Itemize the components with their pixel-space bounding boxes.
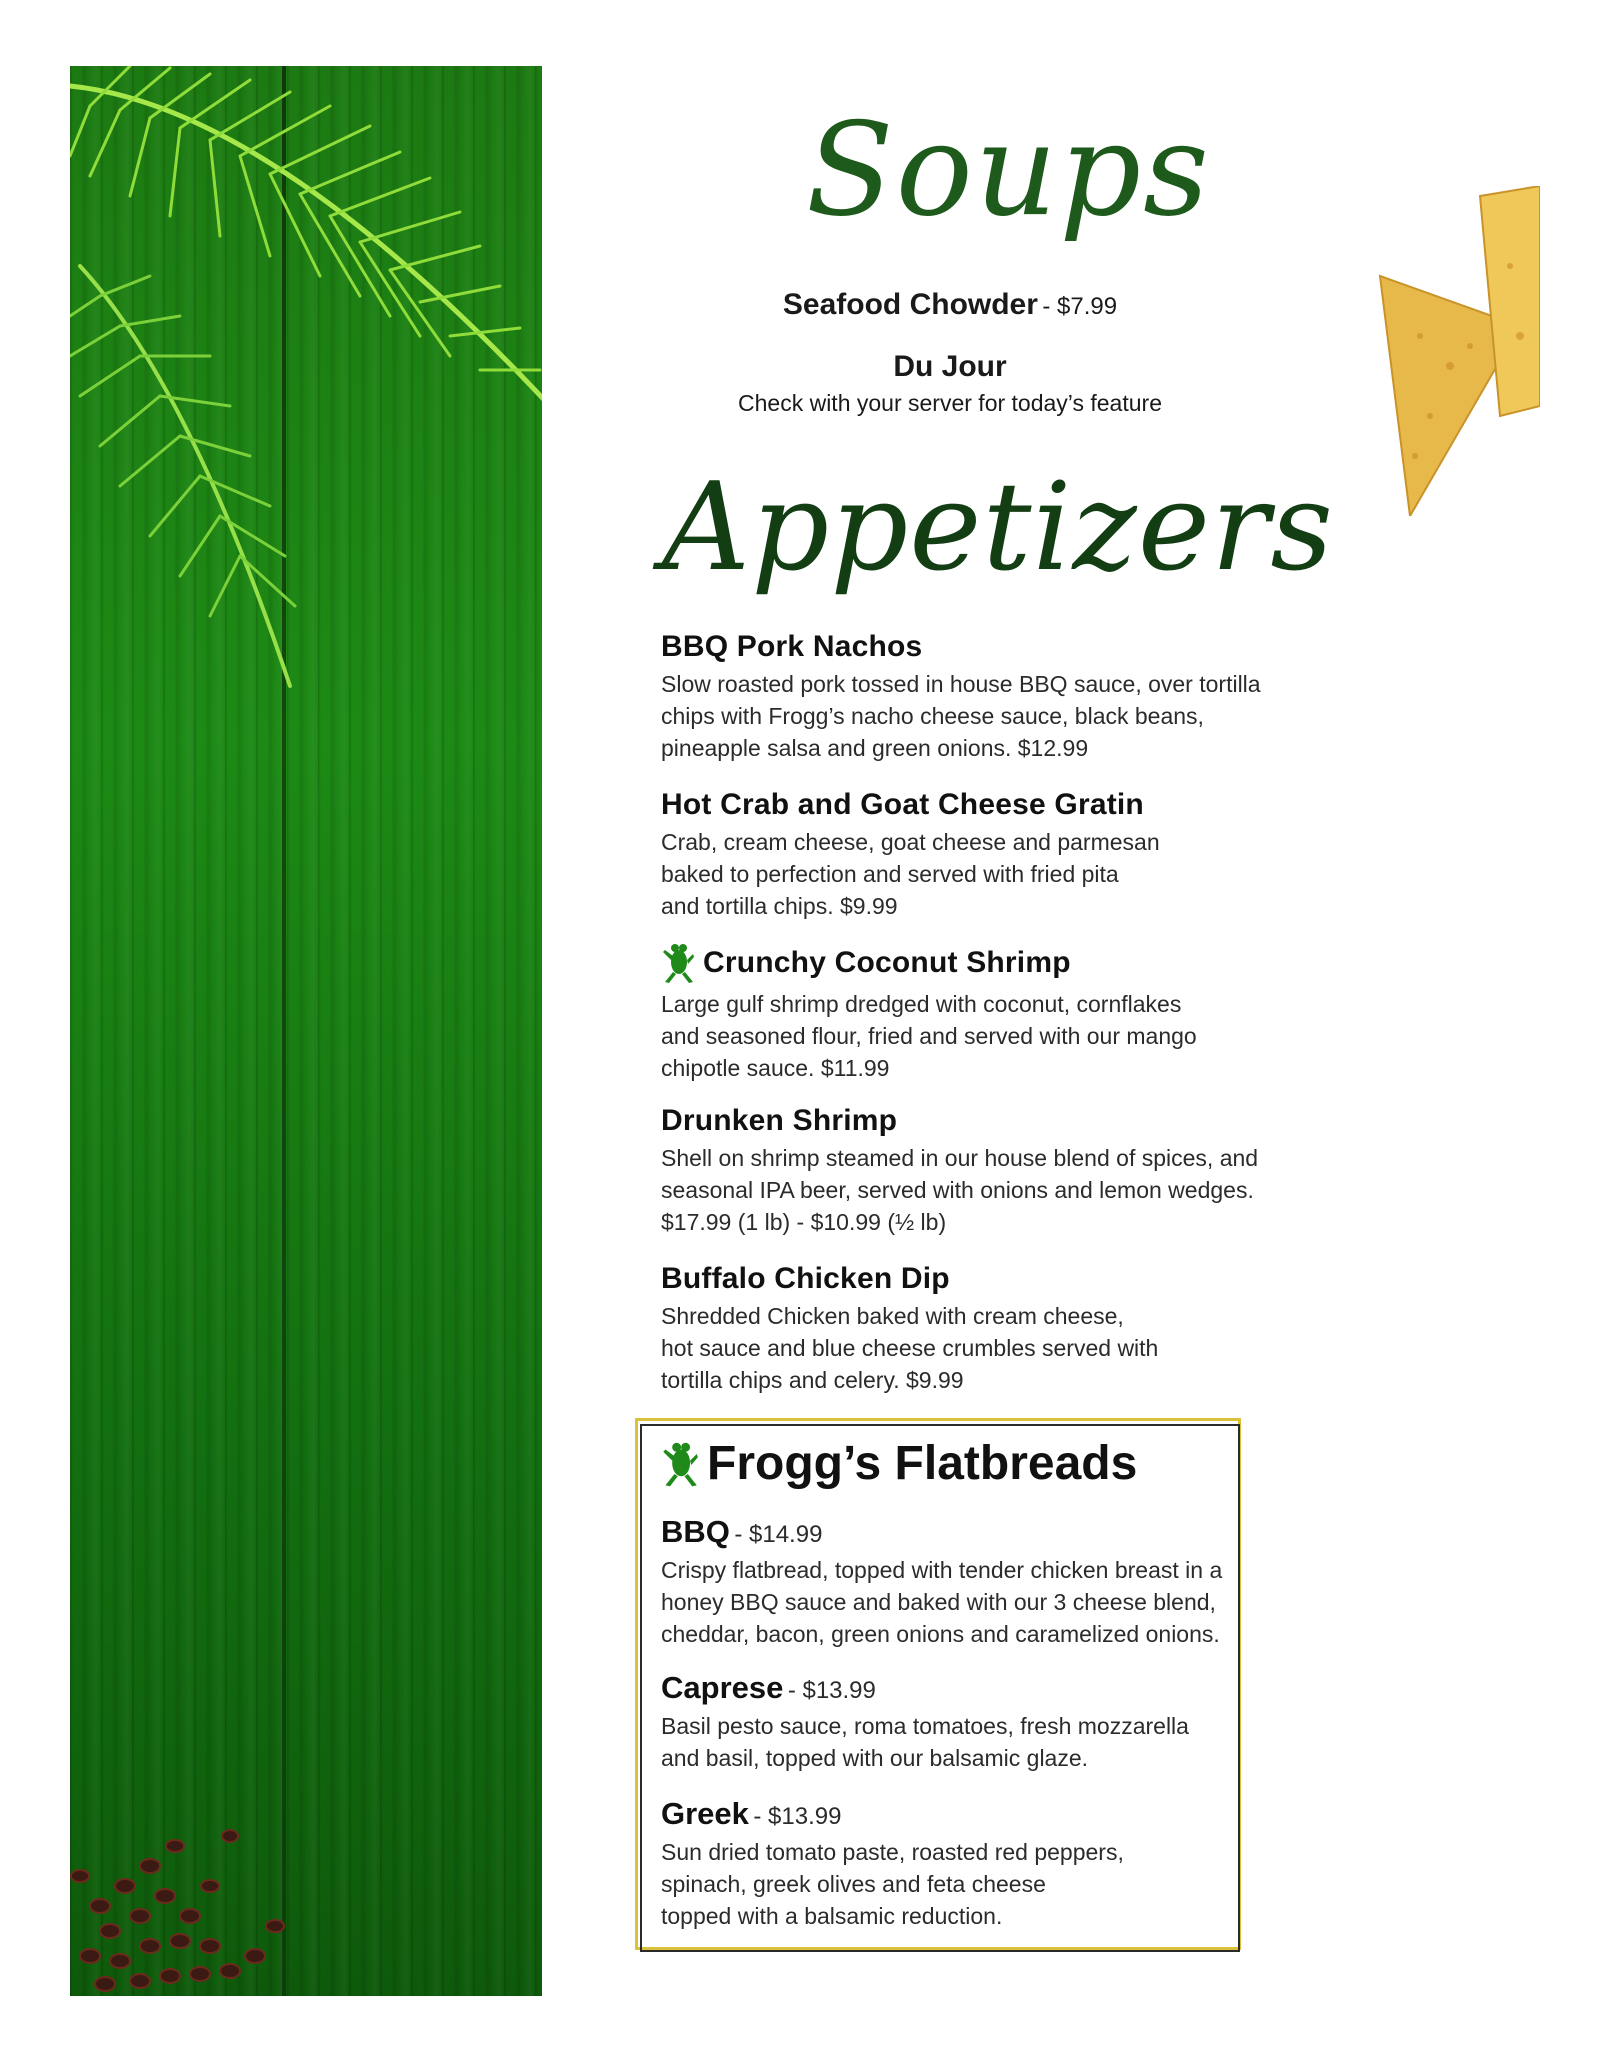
wood-panel-image: [70, 66, 542, 1996]
item-description: Shredded Chicken baked with cream cheese, hot sauce and blue cheese crumbles served with tortilla chips and celery. $9.99: [661, 1303, 1159, 1393]
appetizer-item: [661, 788, 1261, 922]
appetizer-item: [661, 942, 1261, 1084]
palm-leaf-icon: [70, 66, 542, 706]
item-name: Buffalo Chicken Dip: [661, 1262, 950, 1295]
soups-heading: Soups: [806, 96, 1211, 245]
flatbread-item: [661, 1514, 1261, 1650]
frog-icon: [661, 1439, 699, 1489]
tortilla-chip-icon: [1370, 186, 1540, 516]
appetizer-item: [661, 630, 1261, 764]
soup-name: Du Jour: [893, 350, 1007, 383]
soup-name: Seafood Chowder: [782, 288, 1038, 321]
item-description: Large gulf shrimp dredged with coconut, cornflakes and seasoned flour, fried and served with our mango chipotle sauce. $11.99: [661, 991, 1197, 1081]
flatbreads-title: Frogg’s Flatbreads: [707, 1437, 1138, 1490]
item-description: Crab, cream cheese, goat cheese and parmesan baked to perfection and served with fried pita and tortilla chips. $9.99: [661, 829, 1160, 919]
item-description: Shell on shrimp steamed in our house blend of spices, and seasonal IPA beer, served with onions and lemon wedges. $17.99 (1 lb) - $10.99 (½ lb): [661, 1145, 1259, 1235]
item-name: Caprese: [661, 1670, 784, 1705]
item-description: Crispy flatbread, topped with tender chicken breast in a honey BBQ sauce and baked with our 3 cheese blend, cheddar, bacon, green onions and caramelized onions.: [661, 1557, 1223, 1647]
flatbread-item: [661, 1670, 1261, 1774]
flatbreads-header: [661, 1436, 1261, 1491]
item-name: BBQ Pork Nachos: [661, 630, 923, 663]
item-name: Drunken Shrimp: [661, 1104, 898, 1137]
soup-item-du-jour: [600, 350, 1300, 417]
item-description: Sun dried tomato paste, roasted red peppers, spinach, greek olives and feta cheese topped with a balsamic reduction.: [661, 1839, 1124, 1929]
item-price: - $13.99: [753, 1803, 842, 1830]
frog-icon: [661, 942, 695, 984]
appetizer-item: [661, 1104, 1261, 1238]
soup-description: Check with your server for today’s feature: [738, 390, 1162, 416]
soup-price: - $7.99: [1042, 293, 1118, 320]
flatbread-item: [661, 1796, 1261, 1932]
coffee-beans-icon: [70, 1756, 310, 1996]
item-description: Basil pesto sauce, roma tomatoes, fresh mozzarella and basil, topped with our balsamic glaze.: [661, 1713, 1189, 1771]
appetizer-item: [661, 1262, 1261, 1396]
soup-item-seafood-chowder: [600, 288, 1300, 322]
item-name: Crunchy Coconut Shrimp: [703, 946, 1071, 979]
item-name: BBQ: [661, 1514, 730, 1549]
item-name: Hot Crab and Goat Cheese Gratin: [661, 788, 1144, 821]
item-description: Slow roasted pork tossed in house BBQ sauce, over tortilla chips with Frogg’s nacho cheese sauce, black beans, pineapple salsa and green onions. $12.99: [661, 671, 1261, 761]
item-price: - $13.99: [787, 1677, 876, 1704]
item-name: Greek: [661, 1796, 749, 1831]
item-price: - $14.99: [734, 1521, 823, 1548]
appetizers-heading: Appetizers: [662, 456, 1334, 598]
